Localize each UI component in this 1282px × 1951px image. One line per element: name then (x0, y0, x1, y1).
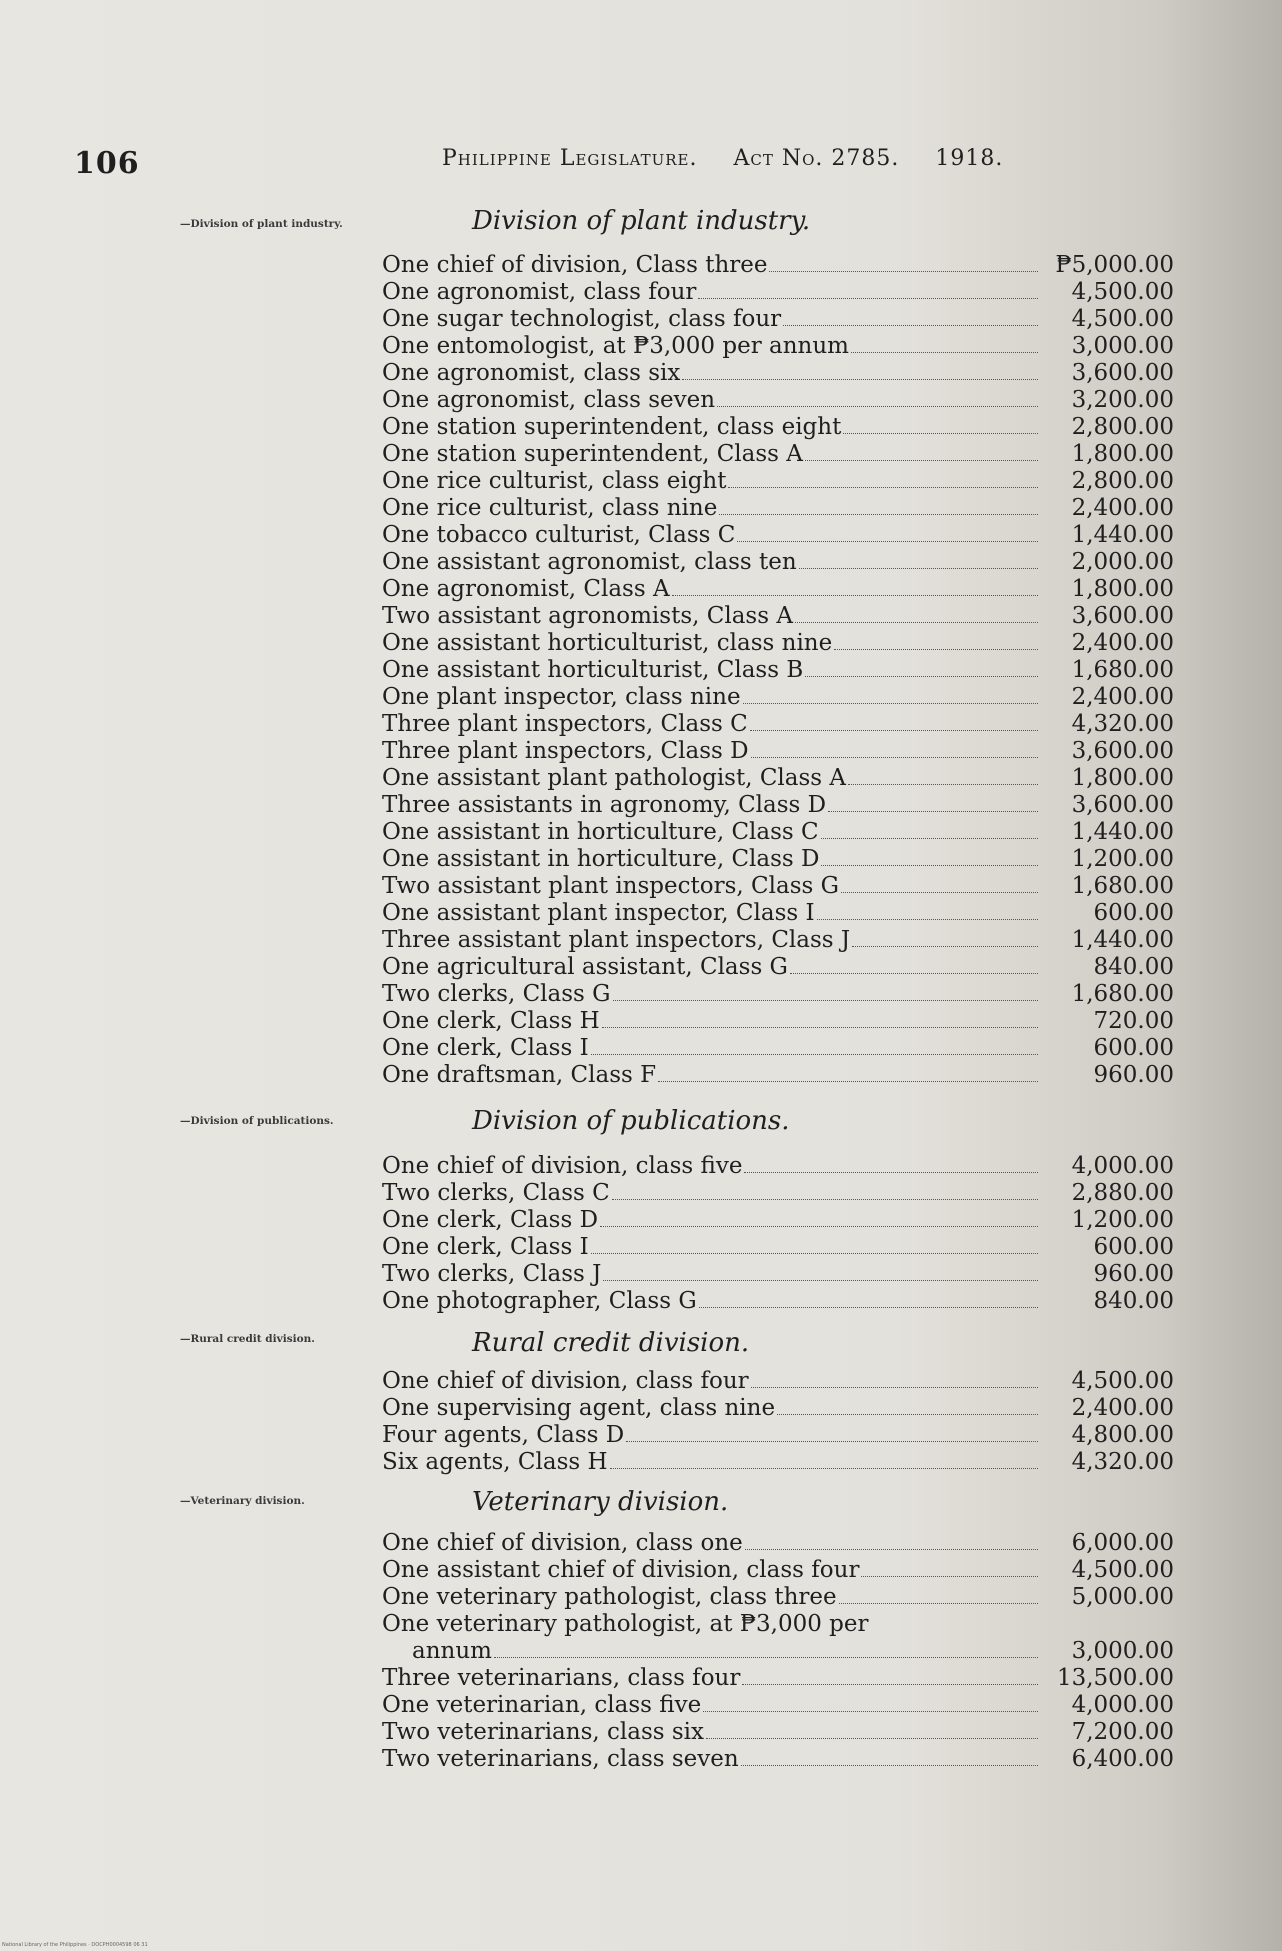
table-row (382, 873, 1174, 900)
position-label: One agronomist, class four (382, 279, 697, 305)
salary-amount: 600.00 (1093, 1035, 1174, 1061)
position-label: Two assistant agronomists, Class A (382, 603, 793, 629)
salary-amount: 6,000.00 (1071, 1530, 1174, 1556)
position-label: One clerk, Class I (382, 1234, 589, 1260)
salary-amount: 1,200.00 (1071, 1207, 1174, 1233)
dot-leader (750, 711, 1038, 731)
section-title: Division of plant industry. (472, 206, 811, 236)
dot-leader (741, 1746, 1038, 1766)
margin-note: —Rural credit division. (180, 1333, 315, 1345)
salary-amount: 2,400.00 (1071, 495, 1174, 521)
table-row (382, 1008, 1174, 1035)
table-row (382, 1395, 1174, 1422)
table-row (382, 360, 1174, 387)
dot-leader (839, 1584, 1038, 1604)
position-label: One station superintendent, Class A (382, 441, 803, 467)
salary-amount: 4,800.00 (1071, 1422, 1174, 1448)
dot-leader (672, 576, 1038, 596)
position-label: One chief of division, Class three (382, 252, 768, 278)
dot-leader (790, 954, 1038, 974)
salary-amount: 3,600.00 (1071, 792, 1174, 818)
dot-leader (852, 927, 1038, 947)
table-row (382, 1449, 1174, 1476)
position-label: One veterinary pathologist, at ₱3,000 per (382, 1611, 869, 1637)
salary-amount: 2,400.00 (1071, 684, 1174, 710)
salary-amount: 840.00 (1093, 1288, 1174, 1314)
dot-leader (658, 1062, 1038, 1082)
salary-amount: 4,000.00 (1071, 1692, 1174, 1718)
position-label: Three plant inspectors, Class D (382, 738, 749, 764)
dot-leader (799, 549, 1038, 569)
table-row (382, 1665, 1174, 1692)
position-label: One tobacco culturist, Class C (382, 522, 736, 548)
dot-leader (817, 900, 1038, 920)
table-row (382, 1557, 1174, 1584)
table-row (382, 441, 1174, 468)
dot-leader (805, 441, 1038, 461)
table-row (382, 1153, 1174, 1180)
salary-amount: 600.00 (1093, 1234, 1174, 1260)
table-row (382, 1422, 1174, 1449)
position-label: One assistant in horticulture, Class D (382, 846, 820, 872)
dot-leader (841, 873, 1038, 893)
position-label: Two clerks, Class C (382, 1180, 610, 1206)
position-label: One agronomist, Class A (382, 576, 670, 602)
position-label: One veterinary pathologist, class three (382, 1584, 837, 1610)
salary-amount: 1,200.00 (1071, 846, 1174, 872)
dot-leader (751, 1368, 1038, 1388)
dot-leader (843, 414, 1038, 434)
salary-amount: 720.00 (1093, 1008, 1174, 1034)
margin-note: —Division of plant industry. (180, 218, 343, 230)
position-label: One assistant in horticulture, Class C (382, 819, 819, 845)
table-row (382, 954, 1174, 981)
salary-amount: 960.00 (1093, 1062, 1174, 1088)
table-row (382, 1368, 1174, 1395)
section-title: Veterinary division. (472, 1487, 729, 1517)
dot-leader (494, 1638, 1038, 1658)
position-label: Four agents, Class D (382, 1422, 625, 1448)
salary-amount: 2,800.00 (1071, 468, 1174, 494)
dot-leader (602, 1008, 1038, 1028)
salary-amount: 4,500.00 (1071, 306, 1174, 332)
position-label: One sugar technologist, class four (382, 306, 782, 332)
salary-amount: 3,600.00 (1071, 603, 1174, 629)
dot-leader (851, 333, 1038, 353)
salary-amount: 1,680.00 (1071, 873, 1174, 899)
salary-amount: 4,500.00 (1071, 1557, 1174, 1583)
table-row (382, 1611, 1174, 1638)
table-row (382, 1207, 1174, 1234)
position-label: One rice culturist, class nine (382, 495, 718, 521)
table-row (382, 684, 1174, 711)
position-label: One station superintendent, class eight (382, 414, 842, 440)
dot-leader (745, 1530, 1038, 1550)
dot-leader (737, 522, 1038, 542)
salary-amount: ₱5,000.00 (1055, 252, 1174, 278)
dot-leader (591, 1035, 1038, 1055)
table-row (382, 1530, 1174, 1557)
position-label: One clerk, Class H (382, 1008, 600, 1034)
table-row (382, 252, 1174, 279)
salary-amount: 1,800.00 (1071, 441, 1174, 467)
salary-amount: 1,440.00 (1071, 522, 1174, 548)
table-row (382, 1719, 1174, 1746)
table-row (382, 279, 1174, 306)
salary-amount: 840.00 (1093, 954, 1174, 980)
salary-amount: 6,400.00 (1071, 1746, 1174, 1772)
position-label: One assistant plant pathologist, Class A (382, 765, 847, 791)
position-label: One supervising agent, class nine (382, 1395, 776, 1421)
position-label: One chief of division, class one (382, 1530, 743, 1556)
position-label: Two veterinarians, class six (382, 1719, 704, 1745)
position-label: One veterinarian, class five (382, 1692, 702, 1718)
salary-amount: 3,200.00 (1071, 387, 1174, 413)
dot-leader (769, 252, 1038, 272)
position-label: Two veterinarians, class seven (382, 1746, 739, 1772)
dot-leader (861, 1557, 1038, 1577)
salary-amount: 960.00 (1093, 1261, 1174, 1287)
section-title: Division of publications. (472, 1106, 790, 1136)
table-row (382, 1638, 1174, 1665)
table-row (382, 819, 1174, 846)
position-label: One clerk, Class D (382, 1207, 599, 1233)
table-row (382, 900, 1174, 927)
table-row (382, 387, 1174, 414)
dot-leader (834, 630, 1038, 650)
dot-leader (600, 1207, 1038, 1227)
table-row (382, 1288, 1174, 1315)
dot-leader (612, 1180, 1038, 1200)
salary-amount: 2,800.00 (1071, 414, 1174, 440)
position-label: Two assistant plant inspectors, Class G (382, 873, 839, 899)
section-title: Rural credit division. (472, 1328, 750, 1358)
dot-leader (828, 792, 1038, 812)
table-row (382, 630, 1174, 657)
dot-leader (698, 279, 1038, 299)
table-row (382, 1746, 1174, 1773)
position-label: annum (412, 1638, 492, 1664)
position-label: Two clerks, Class J (382, 1261, 602, 1287)
table-row (382, 306, 1174, 333)
salary-amount: 7,200.00 (1071, 1719, 1174, 1745)
salary-amount: 2,400.00 (1071, 630, 1174, 656)
position-label: One chief of division, class five (382, 1153, 743, 1179)
table-row (382, 603, 1174, 630)
dot-leader (717, 387, 1038, 407)
dot-leader (703, 1692, 1038, 1712)
position-label: One entomologist, at ₱3,000 per annum (382, 333, 849, 359)
salary-amount: 3,600.00 (1071, 360, 1174, 386)
table-row (382, 1035, 1174, 1062)
salary-amount: 3,000.00 (1071, 333, 1174, 359)
salary-amount: 13,500.00 (1056, 1665, 1174, 1691)
dot-leader (805, 657, 1038, 677)
position-label: One photographer, Class G (382, 1288, 697, 1314)
dot-leader (821, 819, 1038, 839)
table-row (382, 522, 1174, 549)
page-number: 106 (74, 146, 140, 181)
salary-amount: 1,440.00 (1071, 819, 1174, 845)
table-row (382, 765, 1174, 792)
salary-amount: 2,000.00 (1071, 549, 1174, 575)
salary-amount: 1,440.00 (1071, 927, 1174, 953)
dot-leader (795, 603, 1038, 623)
position-label: One clerk, Class I (382, 1035, 589, 1061)
dot-leader (682, 360, 1038, 380)
table-row (382, 1062, 1174, 1089)
position-label: Six agents, Class H (382, 1449, 608, 1475)
dot-leader (783, 306, 1038, 326)
position-label: Three veterinarians, class four (382, 1665, 741, 1691)
dot-leader (613, 981, 1038, 1001)
table-row (382, 981, 1174, 1008)
margin-note: —Division of publications. (180, 1115, 334, 1127)
salary-amount: 2,400.00 (1071, 1395, 1174, 1421)
table-row (382, 549, 1174, 576)
table-row (382, 657, 1174, 684)
scan-footer-mark: National Library of the Philippines · DOCPH0004598 06 31 (2, 1942, 148, 1948)
table-row (382, 414, 1174, 441)
salary-amount: 1,680.00 (1071, 981, 1174, 1007)
table-row (382, 792, 1174, 819)
salary-amount: 4,500.00 (1071, 1368, 1174, 1394)
position-label: Three assistant plant inspectors, Class J (382, 927, 851, 953)
header-title: Philippine Legislature. (442, 146, 698, 171)
table-row (382, 1261, 1174, 1288)
position-label: One assistant chief of division, class four (382, 1557, 860, 1583)
salary-amount: 5,000.00 (1071, 1584, 1174, 1610)
position-label: One draftsman, Class F (382, 1062, 657, 1088)
dot-leader (751, 738, 1038, 758)
salary-amount: 1,800.00 (1071, 765, 1174, 791)
table-row (382, 711, 1174, 738)
position-label: One agricultural assistant, Class G (382, 954, 788, 980)
table-row (382, 927, 1174, 954)
dot-leader (719, 495, 1038, 515)
salary-amount: 4,320.00 (1071, 1449, 1174, 1475)
salary-amount: 3,000.00 (1071, 1638, 1174, 1664)
table-row (382, 576, 1174, 603)
table-row (382, 495, 1174, 522)
dot-leader (743, 684, 1038, 704)
table-row (382, 846, 1174, 873)
salary-amount: 1,680.00 (1071, 657, 1174, 683)
salary-amount: 4,320.00 (1071, 711, 1174, 737)
running-header (442, 146, 1031, 171)
header-act: Act No. 2785. (733, 146, 900, 171)
position-label: One agronomist, class six (382, 360, 681, 386)
position-label: One agronomist, class seven (382, 387, 716, 413)
table-row (382, 738, 1174, 765)
dot-leader (591, 1234, 1038, 1254)
margin-note: —Veterinary division. (180, 1495, 305, 1507)
salary-amount: 4,500.00 (1071, 279, 1174, 305)
position-label: One assistant horticulturist, class nine (382, 630, 833, 656)
position-label: One assistant plant inspector, Class I (382, 900, 815, 926)
dot-leader (706, 1719, 1038, 1739)
table-row (382, 468, 1174, 495)
salary-amount: 2,880.00 (1071, 1180, 1174, 1206)
dot-leader (821, 846, 1038, 866)
salary-amount: 3,600.00 (1071, 738, 1174, 764)
dot-leader (699, 1288, 1038, 1308)
header-year: 1918. (935, 146, 1004, 171)
dot-leader (626, 1422, 1038, 1442)
dot-leader (603, 1261, 1038, 1281)
position-label: One assistant agronomist, class ten (382, 549, 797, 575)
salary-amount: 600.00 (1093, 900, 1174, 926)
position-label: Two clerks, Class G (382, 981, 611, 1007)
dot-leader (777, 1395, 1038, 1415)
salary-amount: 4,000.00 (1071, 1153, 1174, 1179)
position-label: Three assistants in agronomy, Class D (382, 792, 827, 818)
table-row (382, 1180, 1174, 1207)
dot-leader (610, 1449, 1038, 1469)
table-row (382, 1584, 1174, 1611)
dot-leader (728, 468, 1038, 488)
position-label: One rice culturist, class eight (382, 468, 727, 494)
table-row (382, 1234, 1174, 1261)
position-label: Three plant inspectors, Class C (382, 711, 748, 737)
table-row (382, 333, 1174, 360)
dot-leader (742, 1665, 1038, 1685)
dot-leader (848, 765, 1038, 785)
dot-leader (744, 1153, 1038, 1173)
position-label: One chief of division, class four (382, 1368, 749, 1394)
table-row (382, 1692, 1174, 1719)
salary-amount: 1,800.00 (1071, 576, 1174, 602)
position-label: One plant inspector, class nine (382, 684, 741, 710)
position-label: One assistant horticulturist, Class B (382, 657, 804, 683)
